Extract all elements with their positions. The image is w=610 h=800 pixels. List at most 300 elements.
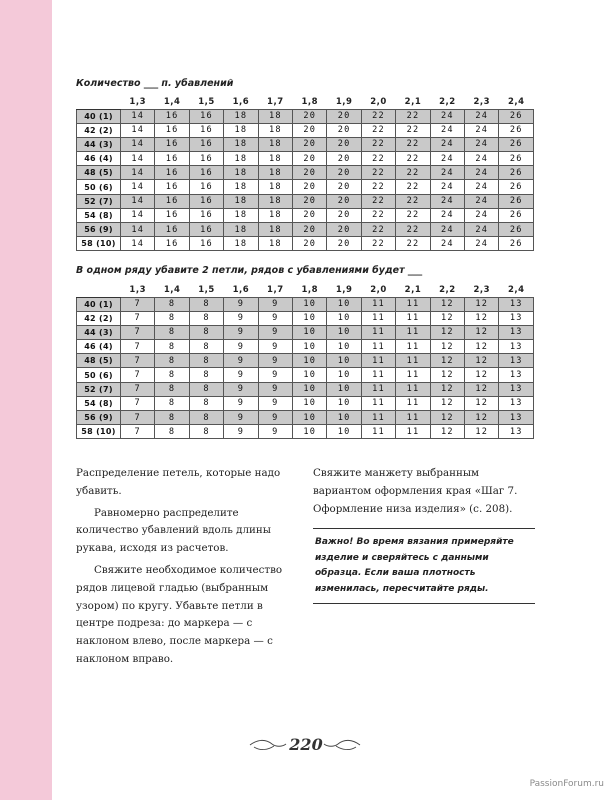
table-cell: 12	[465, 311, 499, 325]
table-cell: 22	[361, 109, 395, 123]
table-cell: 18	[258, 123, 292, 137]
table-cell: 16	[155, 237, 189, 251]
table-cell: 8	[155, 311, 189, 325]
table-cell: 7	[121, 425, 155, 439]
table-cell: 20	[293, 166, 327, 180]
table-cell: 24	[430, 152, 464, 166]
table-cell: 20	[293, 152, 327, 166]
table-row	[77, 368, 534, 382]
table-cell: 24	[465, 166, 499, 180]
table-cell: 11	[361, 340, 395, 354]
table-cell: 8	[189, 311, 223, 325]
table-cell: 20	[293, 223, 327, 237]
table-cell: 7	[121, 325, 155, 339]
table-cell: 20	[327, 123, 361, 137]
table-row	[77, 137, 534, 151]
table-cell: 16	[155, 194, 189, 208]
table-cell: 10	[327, 311, 361, 325]
table-cell: 18	[258, 109, 292, 123]
table-cell: 12	[430, 297, 464, 311]
table-cell: 22	[396, 109, 430, 123]
table-row	[77, 382, 534, 396]
table-cell: 7	[121, 297, 155, 311]
table-cell: 11	[361, 297, 395, 311]
table-cell: 26	[499, 166, 534, 180]
ornament-right-icon	[322, 738, 362, 752]
decrease-stitches-table	[76, 96, 534, 251]
table-cell: 20	[327, 237, 361, 251]
table-cell: 22	[361, 194, 395, 208]
table-cell: 24	[465, 223, 499, 237]
table-cell: 24	[430, 180, 464, 194]
table-row	[77, 340, 534, 354]
table-cell: 18	[258, 208, 292, 222]
table-cell: 20	[327, 152, 361, 166]
row-label: 42 (2)	[77, 123, 121, 137]
table-cell: 12	[430, 354, 464, 368]
table-cell: 13	[499, 297, 534, 311]
table-cell: 11	[361, 411, 395, 425]
table-cell: 7	[121, 382, 155, 396]
column-header: 1,3	[129, 97, 146, 108]
row-label: 48 (5)	[77, 354, 121, 368]
table-cell: 20	[293, 194, 327, 208]
table-cell: 9	[224, 340, 258, 354]
table-cell: 14	[121, 223, 155, 237]
table-cell: 20	[327, 208, 361, 222]
table-cell: 26	[499, 237, 534, 251]
column-header: 2,0	[370, 285, 387, 296]
table-row	[77, 194, 534, 208]
table-cell: 12	[465, 354, 499, 368]
paragraph-evenly: Равномерно распределите количество убавлений вдоль длины рукава, исходя из расчетов.	[76, 506, 271, 555]
table-cell: 22	[396, 152, 430, 166]
table-cell: 20	[293, 137, 327, 151]
column-header: 1,6	[232, 97, 250, 108]
page-number: 220	[289, 735, 323, 754]
decrease-rows-table	[76, 284, 534, 439]
table-cell: 9	[258, 396, 292, 410]
table-cell: 11	[361, 368, 395, 382]
column-header: 2,3	[473, 97, 491, 108]
table-cell: 11	[361, 396, 395, 410]
important-note: Важно! Во время вязания примеряйте изделие и сверяйтесь с данными образца. Если ваша плотность изменилась, пересчитайте ряды.	[313, 528, 535, 604]
table-cell: 10	[293, 396, 327, 410]
table-cell: 12	[465, 411, 499, 425]
table-cell: 22	[361, 152, 395, 166]
table-cell: 16	[155, 152, 189, 166]
table-cell: 9	[224, 354, 258, 368]
table-cell: 16	[189, 123, 223, 137]
table-cell: 24	[430, 194, 464, 208]
table-row	[77, 208, 534, 222]
table-cell: 16	[155, 137, 189, 151]
header-corner	[77, 96, 121, 109]
table-cell: 8	[155, 411, 189, 425]
table-cell: 14	[121, 208, 155, 222]
table-cell: 22	[361, 123, 395, 137]
table-cell: 16	[155, 109, 189, 123]
table-cell: 22	[361, 208, 395, 222]
table-cell: 14	[121, 137, 155, 151]
table-cell: 24	[430, 237, 464, 251]
table-cell: 8	[189, 382, 223, 396]
table-cell: 18	[224, 237, 258, 251]
column-header: 2,1	[404, 285, 422, 296]
table-cell: 8	[155, 396, 189, 410]
table-cell: 9	[224, 411, 258, 425]
table-cell: 20	[293, 123, 327, 137]
table-row	[77, 396, 534, 410]
table-cell: 22	[396, 166, 430, 180]
table-cell: 13	[499, 325, 534, 339]
table-cell: 18	[258, 194, 292, 208]
table-cell: 11	[396, 368, 430, 382]
table-cell: 16	[155, 180, 189, 194]
table-cell: 10	[327, 325, 361, 339]
table-cell: 20	[293, 109, 327, 123]
table-cell: 11	[396, 396, 430, 410]
table-cell: 9	[224, 325, 258, 339]
table-cell: 11	[396, 354, 430, 368]
table-cell: 9	[224, 297, 258, 311]
table-cell: 12	[430, 396, 464, 410]
table-row	[77, 237, 534, 251]
table-cell: 10	[293, 340, 327, 354]
table-cell: 26	[499, 223, 534, 237]
column-header: 1,4	[163, 285, 181, 296]
column-header: 1,9	[335, 285, 353, 296]
table-row	[77, 166, 534, 180]
table-cell: 10	[293, 325, 327, 339]
row-label: 40 (1)	[77, 297, 121, 311]
table-cell: 26	[499, 152, 534, 166]
table-cell: 22	[396, 180, 430, 194]
table-cell: 9	[224, 396, 258, 410]
table-cell: 7	[121, 396, 155, 410]
table-cell: 12	[465, 297, 499, 311]
table-cell: 22	[361, 180, 395, 194]
table-cell: 12	[430, 382, 464, 396]
table-cell: 24	[430, 223, 464, 237]
table-cell: 9	[224, 311, 258, 325]
table-cell: 9	[258, 368, 292, 382]
table-cell: 8	[155, 425, 189, 439]
table-cell: 9	[258, 425, 292, 439]
table-cell: 18	[224, 208, 258, 222]
table-cell: 26	[499, 137, 534, 151]
table-cell: 20	[327, 109, 361, 123]
table-cell: 14	[121, 123, 155, 137]
table-cell: 9	[258, 297, 292, 311]
column-header: 1,7	[267, 285, 284, 296]
table-cell: 13	[499, 311, 534, 325]
table-cell: 13	[499, 396, 534, 410]
table-cell: 10	[327, 411, 361, 425]
table-cell: 8	[189, 396, 223, 410]
table-cell: 11	[361, 311, 395, 325]
column-header: 1,8	[301, 285, 319, 296]
table-cell: 18	[258, 152, 292, 166]
table-cell: 16	[189, 166, 223, 180]
table-cell: 20	[293, 237, 327, 251]
table-cell: 9	[258, 411, 292, 425]
table-row	[77, 152, 534, 166]
row-label: 46 (4)	[77, 152, 121, 166]
column-header: 1,5	[198, 285, 215, 296]
table-cell: 18	[258, 166, 292, 180]
table-cell: 26	[499, 109, 534, 123]
row-label: 46 (4)	[77, 340, 121, 354]
table-cell: 20	[293, 180, 327, 194]
pink-side-strip	[0, 0, 52, 800]
column-header: 1,8	[301, 97, 319, 108]
table-cell: 14	[121, 152, 155, 166]
table-cell: 22	[396, 194, 430, 208]
table-cell: 7	[121, 354, 155, 368]
column-header: 2,0	[370, 97, 387, 108]
paragraph-distribution: Распределение петель, которые надо убавить.	[76, 467, 281, 497]
table-cell: 12	[430, 368, 464, 382]
table-row	[77, 411, 534, 425]
column-header: 2,4	[507, 285, 525, 296]
table-cell: 14	[121, 180, 155, 194]
table-cell: 11	[396, 297, 430, 311]
table-cell: 14	[121, 109, 155, 123]
table-row	[77, 223, 534, 237]
table-cell: 10	[293, 311, 327, 325]
table-cell: 22	[396, 237, 430, 251]
table-cell: 9	[258, 325, 292, 339]
row-label: 58 (10)	[77, 237, 121, 251]
column-header: 1,5	[198, 97, 215, 108]
row-label: 50 (6)	[77, 368, 121, 382]
table-cell: 12	[465, 325, 499, 339]
column-header: 1,9	[335, 97, 353, 108]
page-footer	[256, 735, 356, 755]
row-label: 52 (7)	[77, 194, 121, 208]
table-cell: 22	[361, 237, 395, 251]
table-cell: 22	[396, 137, 430, 151]
table1-title: Количество ___ п. убавлений	[76, 78, 234, 89]
table-cell: 10	[327, 382, 361, 396]
table-cell: 16	[189, 194, 223, 208]
table-row	[77, 325, 534, 339]
table-cell: 10	[327, 396, 361, 410]
table-row	[77, 297, 534, 311]
table-cell: 11	[361, 382, 395, 396]
table-cell: 7	[121, 368, 155, 382]
table-cell: 8	[155, 368, 189, 382]
table-cell: 11	[361, 325, 395, 339]
table-cell: 24	[430, 137, 464, 151]
table-cell: 24	[430, 208, 464, 222]
table-cell: 13	[499, 340, 534, 354]
table-cell: 26	[499, 180, 534, 194]
table-row	[77, 311, 534, 325]
watermark-text: PassionForum.ru	[529, 779, 604, 789]
table-cell: 22	[396, 123, 430, 137]
table-cell: 18	[224, 152, 258, 166]
table-cell: 20	[327, 223, 361, 237]
row-label: 52 (7)	[77, 382, 121, 396]
table-cell: 13	[499, 411, 534, 425]
table-cell: 24	[465, 109, 499, 123]
table-cell: 16	[189, 152, 223, 166]
column-header: 1,6	[232, 285, 250, 296]
table-cell: 12	[465, 340, 499, 354]
table-cell: 18	[224, 109, 258, 123]
table-cell: 14	[121, 194, 155, 208]
table-cell: 11	[396, 425, 430, 439]
table-cell: 10	[327, 368, 361, 382]
table-cell: 11	[396, 340, 430, 354]
table-cell: 8	[189, 368, 223, 382]
table-row	[77, 180, 534, 194]
table-cell: 24	[430, 109, 464, 123]
table-cell: 24	[465, 237, 499, 251]
table-cell: 18	[224, 223, 258, 237]
column-header: 1,7	[267, 97, 284, 108]
table-cell: 16	[155, 166, 189, 180]
table-cell: 10	[293, 297, 327, 311]
table-cell: 8	[155, 340, 189, 354]
paragraph-cuff: Свяжите манжету выбранным вариантом оформления края «Шаг 7. Оформление низа изделия» (с. 208).	[313, 467, 518, 515]
table-cell: 18	[224, 194, 258, 208]
table-cell: 10	[293, 368, 327, 382]
row-label: 44 (3)	[77, 325, 121, 339]
table-cell: 8	[189, 354, 223, 368]
table-cell: 10	[293, 382, 327, 396]
table-cell: 11	[361, 425, 395, 439]
row-label: 54 (8)	[77, 396, 121, 410]
table-cell: 8	[155, 325, 189, 339]
table-cell: 11	[396, 311, 430, 325]
table-cell: 10	[293, 425, 327, 439]
table-row	[77, 425, 534, 439]
row-label: 42 (2)	[77, 311, 121, 325]
table-cell: 22	[396, 223, 430, 237]
paragraph-knit-rows: Свяжите необходимое количество рядов лицевой гладью (выбранным узором) по кругу. Убавьте петли в центре подреза: до маркера — с наклоном влево, после маркера — с наклоном вправо.	[76, 563, 283, 665]
table-cell: 9	[224, 382, 258, 396]
column-header: 2,2	[439, 285, 456, 296]
table-cell: 24	[430, 166, 464, 180]
table-cell: 10	[327, 297, 361, 311]
table-cell: 11	[396, 325, 430, 339]
table-cell: 13	[499, 382, 534, 396]
table-cell: 18	[258, 137, 292, 151]
row-label: 56 (9)	[77, 411, 121, 425]
table-cell: 20	[327, 166, 361, 180]
table-cell: 18	[258, 223, 292, 237]
table-cell: 16	[189, 109, 223, 123]
table-cell: 24	[465, 137, 499, 151]
table-cell: 8	[155, 297, 189, 311]
table2-header-row	[77, 284, 534, 297]
table-cell: 20	[327, 194, 361, 208]
table-cell: 24	[465, 123, 499, 137]
left-text-column	[76, 465, 298, 669]
table-cell: 18	[224, 180, 258, 194]
table-cell: 9	[258, 382, 292, 396]
table-cell: 16	[189, 237, 223, 251]
table-cell: 16	[189, 223, 223, 237]
column-header: 2,3	[473, 285, 491, 296]
column-header: 2,2	[439, 97, 456, 108]
row-label: 44 (3)	[77, 137, 121, 151]
column-header: 1,3	[129, 285, 146, 296]
table-cell: 16	[155, 208, 189, 222]
row-label: 50 (6)	[77, 180, 121, 194]
table-cell: 10	[293, 411, 327, 425]
column-header: 2,1	[404, 97, 422, 108]
table-cell: 13	[499, 354, 534, 368]
table-cell: 24	[465, 152, 499, 166]
table-cell: 24	[465, 194, 499, 208]
table-cell: 11	[361, 354, 395, 368]
table-cell: 12	[430, 411, 464, 425]
table-cell: 13	[499, 368, 534, 382]
table-cell: 8	[189, 411, 223, 425]
table-cell: 8	[189, 425, 223, 439]
table-cell: 16	[189, 208, 223, 222]
table-cell: 11	[396, 382, 430, 396]
table-cell: 12	[430, 325, 464, 339]
table-cell: 16	[155, 123, 189, 137]
table-cell: 10	[327, 354, 361, 368]
table-cell: 18	[258, 237, 292, 251]
table-cell: 20	[327, 137, 361, 151]
table-cell: 24	[465, 208, 499, 222]
table-cell: 18	[258, 180, 292, 194]
table-cell: 9	[224, 368, 258, 382]
table-cell: 9	[258, 340, 292, 354]
header-corner	[77, 284, 121, 297]
table-cell: 16	[189, 180, 223, 194]
table-cell: 22	[361, 223, 395, 237]
table-row	[77, 109, 534, 123]
row-label: 54 (8)	[77, 208, 121, 222]
table-cell: 13	[499, 425, 534, 439]
table-cell: 20	[327, 180, 361, 194]
right-text-column	[313, 465, 535, 518]
table-cell: 14	[121, 237, 155, 251]
table-cell: 8	[155, 354, 189, 368]
table-cell: 12	[465, 382, 499, 396]
table-cell: 7	[121, 411, 155, 425]
table-cell: 16	[155, 223, 189, 237]
table-cell: 10	[327, 425, 361, 439]
table-cell: 22	[361, 137, 395, 151]
table-cell: 26	[499, 194, 534, 208]
row-label: 58 (10)	[77, 425, 121, 439]
table-cell: 8	[189, 340, 223, 354]
table-cell: 12	[465, 368, 499, 382]
table-cell: 9	[258, 311, 292, 325]
table-cell: 7	[121, 340, 155, 354]
table-cell: 18	[224, 166, 258, 180]
table2-title: В одном ряду убавите 2 петли, рядов с убавлениями будет ___	[76, 265, 423, 276]
table-cell: 22	[396, 208, 430, 222]
table-cell: 26	[499, 208, 534, 222]
column-header: 2,4	[507, 97, 525, 108]
table-cell: 18	[224, 123, 258, 137]
table1-header-row	[77, 96, 534, 109]
table-cell: 24	[465, 180, 499, 194]
column-header: 1,4	[163, 97, 181, 108]
table-cell: 11	[396, 411, 430, 425]
table-cell: 14	[121, 166, 155, 180]
